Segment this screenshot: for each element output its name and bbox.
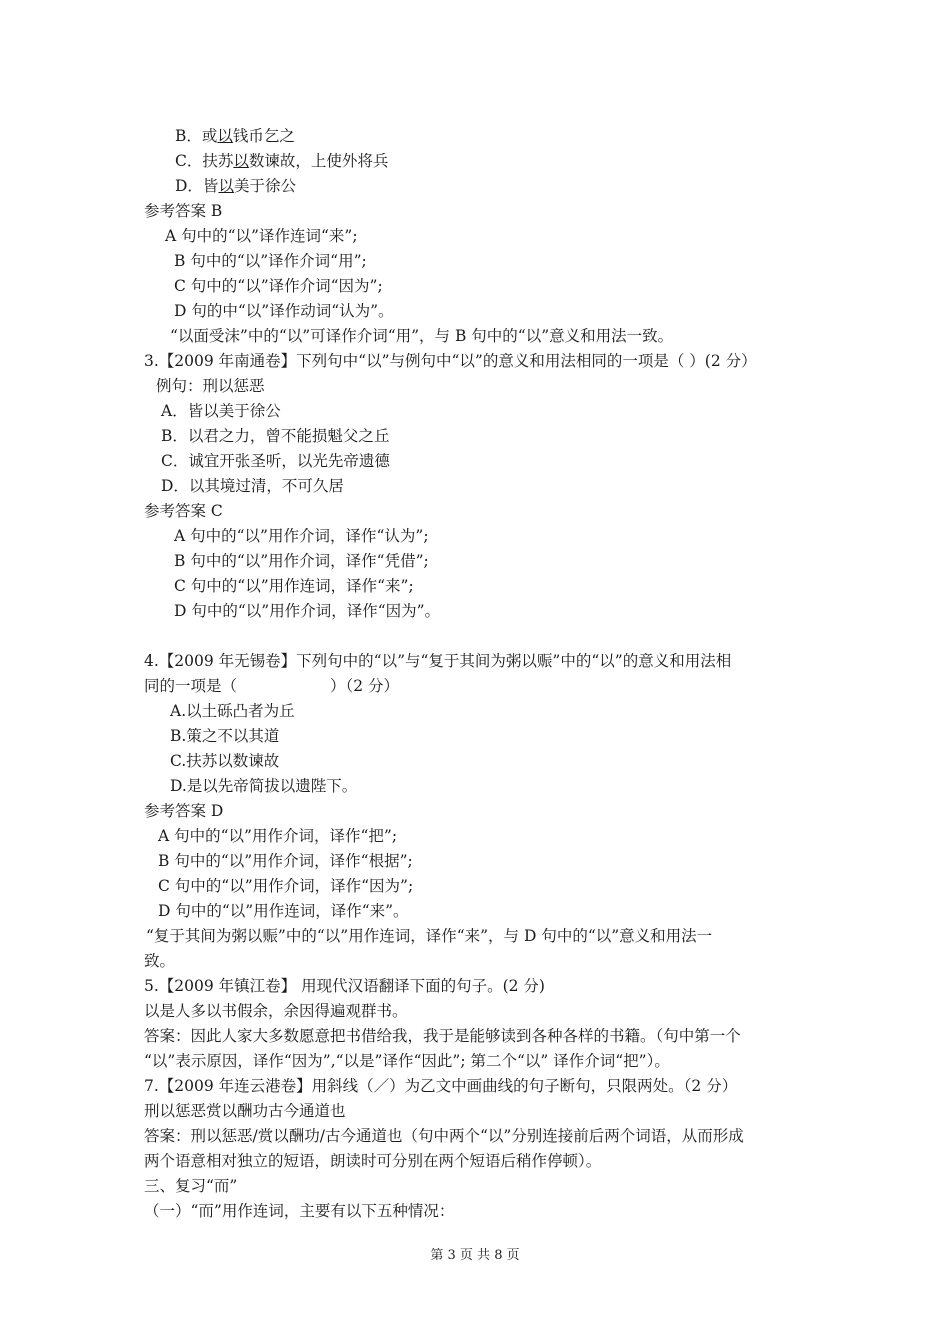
text-line: D 句中的“以”用作连词，译作“来”。 (158, 902, 409, 920)
text-line: C.扶苏以数谏故 (170, 752, 280, 770)
text-line: （一）“而”用作连词，主要有以下五种情况： (144, 1202, 455, 1220)
text-line: 参考答案 C (144, 502, 223, 520)
text-line: D 句中的“以”用作介词，译作“因为”。 (174, 602, 441, 620)
text-line: C 句中的“以”用作介词，译作“因为”; (158, 877, 414, 895)
underlined-word: 以 (218, 177, 234, 195)
text-segment: D．皆 (175, 177, 219, 195)
text-line: B．以君之力，曾不能损魁父之丘 (161, 427, 390, 445)
text-line: “复于其间为粥以赈”中的“以”用作连词，译作“来”，与 D 句中的“以”意义和用法一 (146, 927, 713, 945)
text-line: 三、复习“而” (144, 1177, 238, 1195)
text-line: 3.【2009 年南通卷】下列句中“以”与例句中“以”的意义和用法相同的一项是（ ）(2 分） (144, 352, 757, 370)
text-line: 刑以惩恶赏以酬功古今通道也 (144, 1102, 346, 1120)
text-line: D．以其境过清，不可久居 (161, 477, 344, 495)
text-line: 例句：刑以惩恶 (156, 377, 265, 395)
text-line (175, 124, 295, 148)
text-line: D 句的中“以”译作动词“认为”。 (174, 302, 394, 320)
text-line: C．诚宜开张圣听，以光先帝遗德 (161, 452, 390, 470)
text-segment: C．扶苏 (175, 152, 234, 170)
text-line: A 句中的“以”译作连词“来”; (165, 227, 358, 245)
text-line: C 句中的“以”译作介词“因为”; (174, 277, 383, 295)
text-line: 同的一项是（ ）（2 分） (144, 677, 400, 695)
text-line: “以”表示原因，译作“因为”,“以是”译作“因此”; 第二个“以” 译作介词“把”）。 (144, 1052, 670, 1070)
text-line: A 句中的“以”用作介词，译作“把”; (158, 827, 398, 845)
text-line: 参考答案 B (144, 202, 223, 220)
text-segment: B．或 (175, 127, 218, 145)
text-segment: 美于徐公 (233, 177, 296, 195)
text-line: 答案：因此人家大多数愿意把书借给我，我于是能够读到各种各样的书籍。（句中第一个 (144, 1027, 741, 1045)
text-segment: 数谏故，上使外将兵 (248, 152, 389, 170)
text-line: B.策之不以其道 (170, 727, 280, 745)
text-line: C 句中的“以”用作连词，译作“来”; (174, 577, 414, 595)
page-footer: 第 3 页 共 8 页 (430, 1248, 520, 1263)
text-line: A 句中的“以”用作介词，译作“认为”; (174, 527, 429, 545)
text-line: 参考答案 D (144, 802, 224, 820)
text-line: 以是人多以书假余，余因得遍观群书。 (144, 1002, 408, 1020)
text-line: 致。 (144, 952, 176, 970)
underlined-word: 以 (233, 152, 249, 170)
text-line: 4.【2009 年无锡卷】下列句中的“以”与“复于其间为粥以赈”中的“以”的意义和用法相 (144, 652, 732, 670)
text-segment: 钱币乞之 (232, 127, 295, 145)
text-line: 5.【2009 年镇江卷】 用现代汉语翻译下面的句子。(2 分) (144, 977, 545, 995)
text-line: 答案：刑以惩恶/赏以酬功/古今通道也（句中两个“以”分别连接前后两个词语，从而形成 (144, 1127, 744, 1145)
text-line: B 句中的“以”用作介词，译作“根据”; (158, 852, 413, 870)
text-line: A．皆以美于徐公 (161, 402, 281, 420)
text-line (175, 174, 296, 198)
text-line: B 句中的“以”译作介词“用”; (174, 252, 367, 270)
text-line: 7.【2009 年连云港卷】用斜线（／）为乙文中画曲线的句子断句，只限两处。（2 分） (144, 1077, 738, 1095)
text-line: 两个语意相对独立的短语，朗读时可分别在两个短语后稍作停顿）。 (144, 1152, 602, 1170)
text-line: A.以土砾凸者为丘 (170, 702, 295, 720)
text-line: B 句中的“以”用作介词，译作“凭借”; (174, 552, 429, 570)
underlined-word: 以 (217, 127, 233, 145)
text-line: “以面受沫”中的“以”可译作介词“用”，与 B 句中的“以”意义和用法一致。 (170, 327, 674, 345)
text-line (175, 149, 388, 173)
text-line: D.是以先帝简拔以遗陛下。 (170, 777, 358, 795)
